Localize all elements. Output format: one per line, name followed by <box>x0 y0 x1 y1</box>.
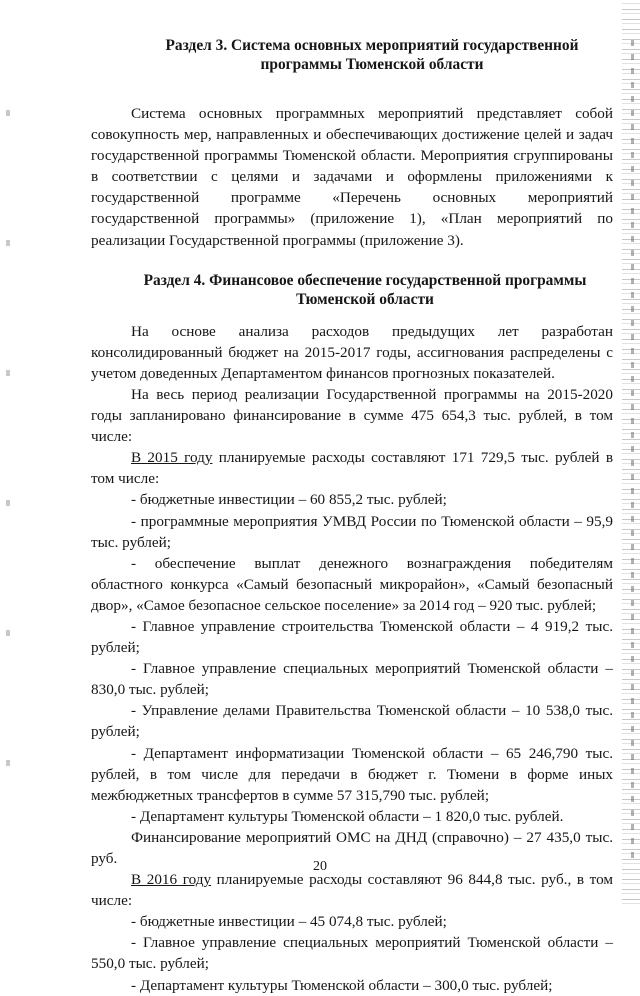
section4-paragraph-2: На весь период реализации Государственной программы на 2015-2020 годы запланировано финансирование в сумме 475 654,3 тыс. рублей, в том числе: <box>91 385 613 446</box>
scan-artifact-right-marks <box>631 40 634 860</box>
list-item-2015: - Департамент информатизации Тюменской области – 65 246,790 тыс. рублей, в том числе для передачи в бюджет г. Тюмени в форме иных межбюджетных трансфертов в сумме 57 315,790 тыс. рублей; <box>91 744 613 804</box>
list-item-2016: - Главное управление специальных мероприятий Тюменской области – 550,0 тыс. рублей; <box>91 934 613 973</box>
section4-heading-line2: Тюменской области <box>296 290 434 308</box>
section4-paragraph-1: На основе анализа расходов предыдущих лет разработан консолидированный бюджет на 2015-2017 годы, ассигнования распределены с учетом доведенных Департаментом финансов прогнозных показателей. <box>91 322 613 382</box>
list-item-2015: - Главное управление специальных мероприятий Тюменской области – 830,0 тыс. рублей; <box>91 660 613 699</box>
section3-heading-line2: программы Тюменской области <box>260 56 484 73</box>
document-body <box>91 36 613 996</box>
scan-artifact-left <box>6 70 10 790</box>
dnd-note: Финансирование мероприятий ОМС на ДНД (справочно) – 27 435,0 тыс. руб. <box>91 828 613 867</box>
list-item-2015: - Главное управление строительства Тюменской области – 4 919,2 тыс. рублей; <box>91 617 613 657</box>
list-item-2015: - обеспечение выплат денежного вознаграждения победителям областного конкурса «Самый безопасный микрорайон», «Самый безопасный двор», «Самое безопасное сельское поселение» за 2014 год – 920 тыс. рублей; <box>91 554 613 614</box>
year-2015-paragraph <box>91 447 613 489</box>
section3-heading-line1: Раздел 3. Система основных мероприятий государственной <box>165 37 579 54</box>
year-2015-label: В 2015 году <box>131 449 213 467</box>
list-item-2015: - программные мероприятия УМВД России по Тюменской области – 95,9 тыс. рублей; <box>91 512 613 551</box>
list-item-2015: - бюджетные инвестиции – 60 855,2 тыс. рублей; <box>131 491 447 509</box>
year-2016-label: В 2016 году <box>131 871 212 889</box>
year-2016-text: планируемые расходы составляют 96 844,8 тыс. руб., в том числе: <box>91 871 614 910</box>
list-item-2016: - Департамент культуры Тюменской области – 300,0 тыс. рублей; <box>131 976 553 994</box>
section4-heading-line1: Раздел 4. Финансовое обеспечение государственной программы <box>143 271 587 289</box>
list-item-2015: - Управление делами Правительства Тюменской области – 10 538,0 тыс. рублей; <box>91 702 613 741</box>
section3-paragraph: Система основных программных мероприятий представляет собой совокупность мер, направленных и обеспечивающих достижение целей и задач государственной программы Тюменской области. Мероприятия сгруппированы в соответствии с целями и задачами и оформлены приложениями к государственной программе «Перечень основных мероприятий государственной программы» (приложение 1), «План мероприятий по реализации Государственной программы (приложение 3). <box>91 105 613 249</box>
year-2015-text: планируемые расходы составляют 171 729,5 тыс. рублей в том числе: <box>91 449 613 488</box>
page-number: 20 <box>313 859 327 874</box>
section4-heading <box>91 271 613 309</box>
section3-heading <box>91 36 613 74</box>
list-item-2016: - бюджетные инвестиции – 45 074,8 тыс. рублей; <box>131 913 447 931</box>
list-item-2015: - Департамент культуры Тюменской области – 1 820,0 тыс. рублей. <box>131 807 564 825</box>
